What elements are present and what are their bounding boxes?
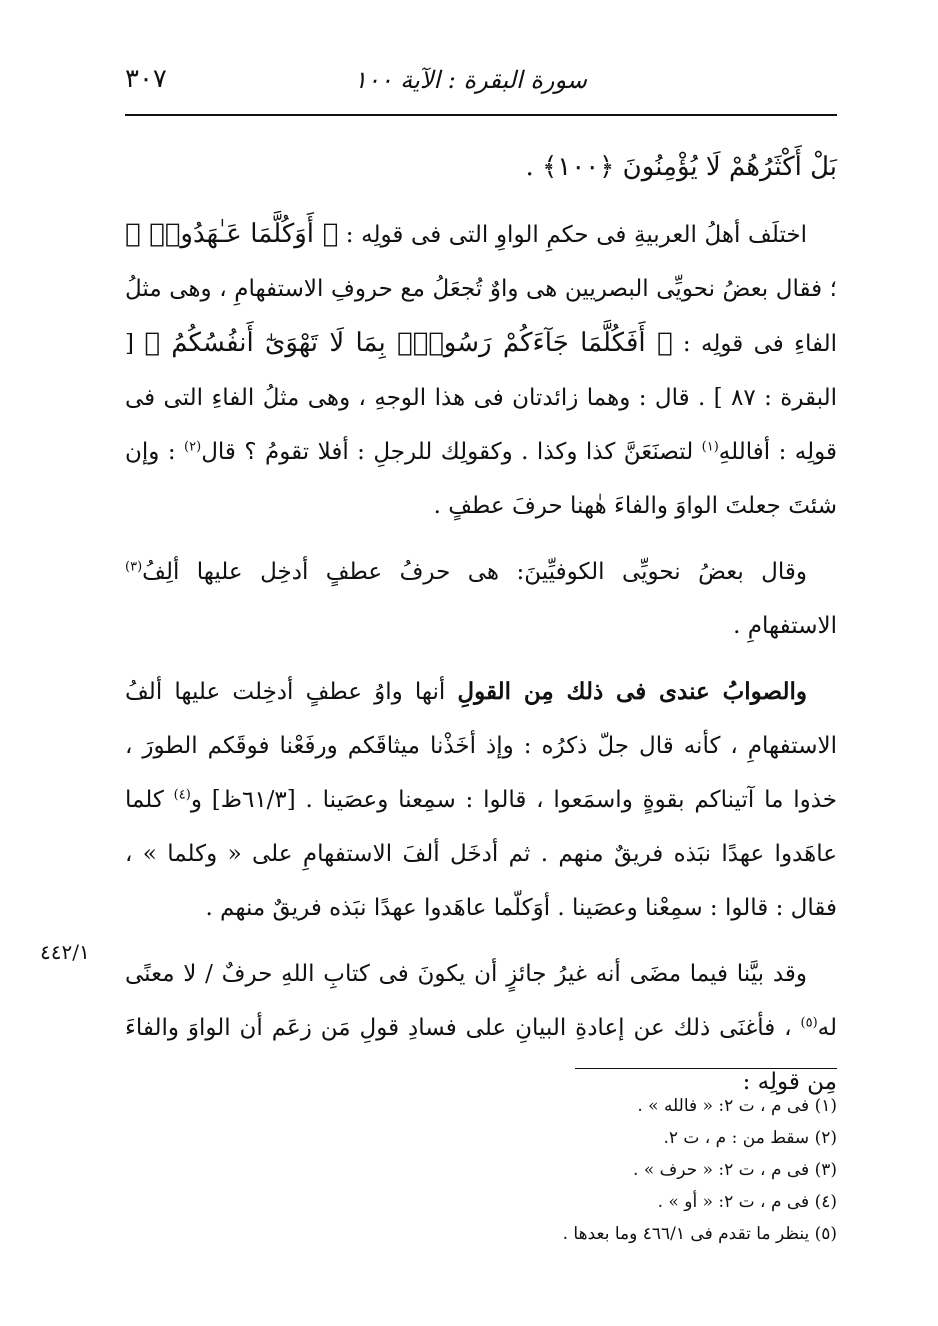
footnote-ref-4: (٤) — [173, 787, 191, 803]
verse-text: بَلْ أَكْثَرُهُمْ لَا يُؤْمِنُونَ ﴿١٠٠﴾ . — [525, 152, 837, 182]
p2-text-1: وقال بعضُ نحويِّى الكوفيِّينَ: هى حرفُ عطفٍ أدخِل عليها ألِفُ — [142, 559, 807, 585]
footnote-ref-1: (١) — [701, 439, 719, 455]
footnote-5: (٥) ينظر ما تقدم فى ٤٦٦/١ وما بعدها . — [562, 1224, 837, 1244]
p4-text-2: ، فأغنَى ذلك عن إعادةِ البيانِ على فسادِ قولِ مَن زعَم أن الواوَ والفاءَ مِن قولِه : — [125, 1015, 837, 1095]
p1-quote-2: ﴿ أَفَكُلَّمَا جَآءَكُمْ رَسُولٌۢ بِمَا لَا تَهْوَىٰٓ أَنفُسُكُمُ ﴾ — [144, 328, 673, 358]
header-rule — [125, 114, 837, 116]
footnote-4: (٤) فى م ، ت ٢: « أو » . — [657, 1192, 837, 1212]
paragraph-1 — [125, 207, 837, 533]
footnote-1: (١) فى م ، ت ٢: « فالله » . — [637, 1096, 837, 1116]
p1-text-2: ؛ فقال بعضُ نحويِّى البصريين هى واوٌ تُجعَلُ مع حروفِ الاستفهامِ ، وهى مثلُ الفاءِ فى قولِه : — [125, 276, 837, 357]
footnote-ref-5: (٥) — [800, 1015, 818, 1031]
p3-bold-lead: والصوابُ عندى فى ذلك مِن القولِ — [457, 678, 807, 705]
p1-quote-1: ﴿ أَوَكُلَّمَا عَـٰهَدُوا۟ ﴾ — [125, 219, 339, 249]
p1-text-5: : وإن شئتَ جعلتَ الواوَ والفاءَ هٰهنا حرفَ عطفٍ . — [125, 439, 837, 519]
page-header — [125, 58, 837, 114]
footnote-3: (٣) فى م ، ت ٢: « حرف » . — [633, 1160, 837, 1180]
running-title: سورة البقرة : الآية ١٠٠ — [353, 66, 587, 94]
p2-text-2: الاستفهامِ . — [733, 613, 837, 639]
p3-text-2: كلما عاهَدوا عهدًا نبَذه فريقٌ منهم . ثم أدخَل ألفَ الاستفهامِ على « وكلما » ، فقال : قالوا : سمِعْنا وعصَينا . أوَكلّما عاهَدوا عهدًا نبَذه فريقٌ منهم . — [125, 787, 837, 921]
p4-text-1: وقد بيَّنا فيما مضَى أنه غيرُ جائزٍ أن يكونَ فى كتابِ اللهِ حرفٌ / لا معنًى له — [125, 961, 837, 1041]
footnote-rule — [575, 1068, 837, 1069]
footnote-ref-3: (٣) — [125, 559, 143, 575]
footnotes — [300, 1090, 837, 1250]
p3-text-1: أنها واوُ عطفٍ أدخِلت عليها ألفُ الاستفهامِ ، كأنه قال جلّ ذكرُه : وإذ أخَذْنا ميثاقَكم ورفَعْنا فوقَكم الطورَ ، خذوا ما آتيناكم بقوةٍ واسمَعوا ، قالوا : سمِعنا وعصَينا . [٦١/٣ظ] و — [125, 679, 837, 813]
footnote-2: (٢) سقط من : م ، ت ٢. — [663, 1128, 837, 1148]
page-number: ٣٠٧ — [125, 64, 167, 94]
paragraph-3 — [125, 665, 837, 935]
p1-text-1: اختلَف أهلُ العربيةِ فى حكمِ الواوِ التى فى قولِه : — [338, 222, 807, 248]
p1-text-3: [ البقرة : ٨٧ ] . قال : وهما زائدتان فى هذا الوجهِ ، وهى مثلُ الفاءِ التى فى قولِه : أفاللهِ — [125, 331, 838, 465]
paragraph-2 — [125, 545, 837, 653]
p1-text-4: لتصنَعَنَّ كذا وكذا . وكقولِك للرجلِ : أفلا تقومُ ؟ قال — [201, 439, 702, 465]
margin-reference: ٤٤٢/١ — [40, 940, 90, 964]
verse-line — [125, 140, 837, 195]
paragraph-4 — [125, 947, 837, 1109]
main-text — [125, 140, 837, 1109]
footnote-ref-2: (٢) — [184, 439, 202, 455]
